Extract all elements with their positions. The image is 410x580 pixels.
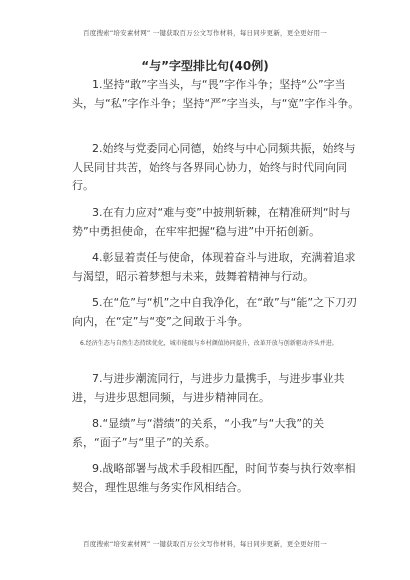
paragraph-1: 1.坚持“敢”字当头，与“畏”字作斗争；坚持“公”字当头，与“私”字作斗争；坚持“严”字当头，与“宽”字作斗争。 (72, 78, 360, 110)
footer-banner: 百度搜索“培安素材网” 一键获取百万公文写作材料，每日同步更新，更全更好用一 (83, 540, 327, 548)
paragraph-6: 6.经济生态与自然生态持续优化，城市能级与乡村颜值协同提升，改革开放与创新驱动齐头并进。 (80, 340, 338, 347)
header-banner: 百度搜索“培安素材网” 一键获取百万公文写作材料，每日同步更新，更全更好用一 (83, 29, 327, 37)
paragraph-2: 2.始终与党委同心同德，始终与中心同频共振，始终与人民同甘共苦，始终与各界同心协力，始终与时代同向同行。 (72, 142, 356, 192)
paragraph-4: 4.彰显着责任与使命，体现着奋斗与进取，充满着追求与渴望，昭示着梦想与未来，鼓舞着精神与行动。 (72, 251, 356, 283)
paragraph-7: 7.与进步潮流同行，与进步力量携手，与进步事业共进，与进步思想同频，与进步精神同在。 (72, 372, 345, 404)
document-title: “与”字型排比句(40例) (141, 59, 269, 73)
paragraph-3: 3.在有力应对“难与变”中披荆斩棘，在精准研判“时与势”中勇担使命，在牢牢把握“稳与进”中开拓创新。 (72, 206, 351, 238)
paragraph-8: 8.“显绩”与“潜绩”的关系，“小我”与“大我”的关系，“面子”与“里子”的关系。 (72, 417, 325, 449)
paragraph-5: 5.在“危”与“机”之中自我净化，在“敢”与“能”之下刀刃向内，在“定”与“变”之间敢于斗争。 (72, 296, 358, 328)
paragraph-9: 9.战略部署与战术手段相匹配，时间节奏与执行效率相契合，理性思维与务实作风相结合。 (72, 462, 356, 494)
